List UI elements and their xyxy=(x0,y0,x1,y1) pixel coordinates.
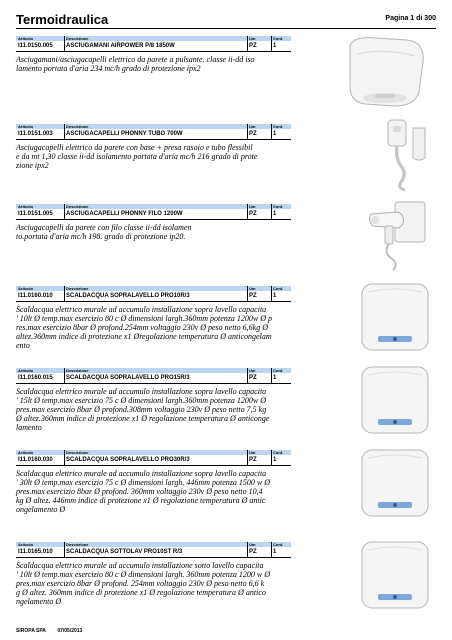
table-row xyxy=(16,210,291,218)
product-name: ASCIUGACAPELLI PHONNY TUBO 700W xyxy=(66,131,183,137)
product-entry xyxy=(16,124,436,170)
water-heater-image xyxy=(358,538,432,612)
conf-header: Conf. xyxy=(273,204,284,209)
table-row xyxy=(16,292,291,300)
product-description: Asciugamani/asciugacapelli elettrico da parete a pulsante. classe ii-dd iso lamento portata d'aria 234 mc/h grado di protezione ipx2 xyxy=(16,55,255,73)
table-header xyxy=(16,36,291,41)
um-header: Um xyxy=(249,124,256,129)
product-name: SCALDACQUA SOPRALAVELLO PRO10R/3 xyxy=(66,293,190,299)
product-table xyxy=(16,368,291,384)
description-header: Descrizione xyxy=(66,286,89,291)
article-header: Articolo xyxy=(18,368,34,373)
um-header: Um xyxy=(249,36,256,41)
article-code: I11.0151.005 xyxy=(18,211,53,217)
table-header xyxy=(16,286,291,291)
article-code: I11.0160.010 xyxy=(18,293,53,299)
article-header: Articolo xyxy=(18,204,34,209)
article-header: Articolo xyxy=(18,36,34,41)
um-header: Um xyxy=(249,204,256,209)
table-header xyxy=(16,542,291,547)
article-code: I11.0150.005 xyxy=(18,43,53,49)
product-description: Scaldacqua elettrico murale ad accumulo installazione sopra lavello capacita ' 15lt Ø temp.max esercizio 75 c Ø dimensioni largh.360mm potenza 1200w Ø pres.max esercizio 8bar Ø profond.308mm voltaggio 230v Ø peso netto 7,5 kg Ø altez.360mm indice di protezione x1 Ø regolazione temperatura Ø anticonge lamento xyxy=(16,387,270,432)
header-rule xyxy=(16,28,436,29)
table-row xyxy=(16,456,291,464)
pack-quantity: 1 xyxy=(273,211,277,217)
water-heater-image xyxy=(358,446,432,520)
unit-measure: PZ xyxy=(249,457,257,463)
product-table xyxy=(16,286,291,302)
unit-measure: PZ xyxy=(249,43,257,49)
page-header xyxy=(16,12,436,28)
product-table xyxy=(16,204,291,220)
product-description: Scaldacqua elettrico murale ad accumulo installazione sopra lavello capacita ' 10lt Ø temp.max esercizio 80 c Ø dimensioni largh.360mm potenza 1200w Ø p res.max esercizio 8bar Ø profond.254mm voltaggio 230v Ø peso netto 6,6kg Ø altez.360mm indice di protezione x1 Øregolazione temperatura Ø anticongelam ento xyxy=(16,305,272,350)
description-header: Descrizione xyxy=(66,124,89,129)
conf-header: Conf. xyxy=(273,542,284,547)
product-name: ASCIUGAMANI AIRPOWER P/8 1850W xyxy=(66,43,175,49)
hand-dryer-image xyxy=(345,34,430,109)
unit-measure: PZ xyxy=(249,293,257,299)
unit-measure: PZ xyxy=(249,211,257,217)
product-description: Scaldacqua elettrico murale ad accumulo installazione sotto lavello capacita ' 10lt Ø temp.max esercizio 80 c Ø dimensioni largh. 360mm potenza 1200 w Ø pres.max esercizio 8bar Ø profond. 254mm voltaggio 230v Ø peso netto 6,6 k g Ø altez. 360mm indice di protezione x1 Ø regolazione temperatura Ø antico ngelamento Ø xyxy=(16,561,270,606)
table-header xyxy=(16,124,291,129)
unit-measure: PZ xyxy=(249,375,257,381)
article-header: Articolo xyxy=(18,450,34,455)
um-header: Um xyxy=(249,542,256,547)
um-header: Um xyxy=(249,368,256,373)
table-row xyxy=(16,42,291,50)
description-header: Descrizione xyxy=(66,368,89,373)
conf-header: Conf. xyxy=(273,36,284,41)
print-date: 07/05/2013 xyxy=(57,628,83,634)
product-table xyxy=(16,542,291,558)
pack-quantity: 1 xyxy=(273,293,277,299)
um-header: Um xyxy=(249,450,256,455)
article-code: I11.0165.010 xyxy=(18,549,53,555)
pack-quantity: 1 xyxy=(273,43,277,49)
table-row xyxy=(16,374,291,382)
pack-quantity: 1 xyxy=(273,457,277,463)
conf-header: Conf. xyxy=(273,368,284,373)
document-title: Termoidraulica xyxy=(16,12,109,27)
description-header: Descrizione xyxy=(66,36,89,41)
company-name: SIROPA SPA xyxy=(16,628,46,634)
table-header xyxy=(16,368,291,373)
product-name: ASCIUGACAPELLI PHONNY FILO 1200W xyxy=(66,211,183,217)
description-header: Descrizione xyxy=(66,204,89,209)
pack-quantity: 1 xyxy=(273,549,277,555)
article-code: I11.0160.030 xyxy=(18,457,53,463)
description-header: Descrizione xyxy=(66,542,89,547)
pack-quantity: 1 xyxy=(273,131,277,137)
product-description: Asciugacapelli da parete con filo classe ii-dd isolamen to.portata d'aria mc/h 198. grado di protezione ip20. xyxy=(16,223,192,241)
article-header: Articolo xyxy=(18,286,34,291)
product-name: SCALDACQUA SOPRALAVELLO PRO15R/3 xyxy=(66,375,190,381)
article-header: Articolo xyxy=(18,542,34,547)
table-row xyxy=(16,548,291,556)
product-table xyxy=(16,36,291,52)
table-header xyxy=(16,204,291,209)
article-header: Articolo xyxy=(18,124,34,129)
product-description: Scaldacqua elettrico murale ad accumulo installazione sopra lavello capacita ' 30lt Ø temp.max esercizio 75 c Ø dimensioni largh. 446mm potenza 1500 w Ø pres.max esercizio 8bar Ø profond. 360mm voltaggio 230v Ø peso netto 10,4 kg Ø altez. 446mm indice di protezione x1 Ø regolazione temperatura Ø antic ongelamento Ø xyxy=(16,469,270,514)
water-heater-image xyxy=(358,280,432,354)
product-name: SCALDACQUA SOPRALAVELLO PRO30R/3 xyxy=(66,457,190,463)
conf-header: Conf. xyxy=(273,286,284,291)
hose-hairdryer-image xyxy=(385,118,430,193)
product-table xyxy=(16,450,291,466)
table-header xyxy=(16,450,291,455)
conf-header: Conf. xyxy=(273,124,284,129)
water-heater-image xyxy=(358,363,432,437)
description-header: Descrizione xyxy=(66,450,89,455)
page-footer xyxy=(16,628,216,634)
product-name: SCALDACQUA SOTTOLAV PRO10ST R/3 xyxy=(66,549,183,555)
unit-measure: PZ xyxy=(249,131,257,137)
article-code: I11.0151.003 xyxy=(18,131,53,137)
pack-quantity: 1 xyxy=(273,375,277,381)
corded-hairdryer-image xyxy=(365,198,430,273)
table-row xyxy=(16,130,291,138)
page-number: Pagina 1 di 300 xyxy=(385,15,436,22)
um-header: Um xyxy=(249,286,256,291)
article-code: I11.0160.015 xyxy=(18,375,53,381)
unit-measure: PZ xyxy=(249,549,257,555)
product-table xyxy=(16,124,291,140)
product-description: Asciugacapelli elettrico da parete con base + presa rasoio e tubo flessibil e da mt 1,30 classe ii-dd isolamento portata d'aria mc/h 216 grado di prote zione ipx2 xyxy=(16,143,258,170)
conf-header: Conf. xyxy=(273,450,284,455)
